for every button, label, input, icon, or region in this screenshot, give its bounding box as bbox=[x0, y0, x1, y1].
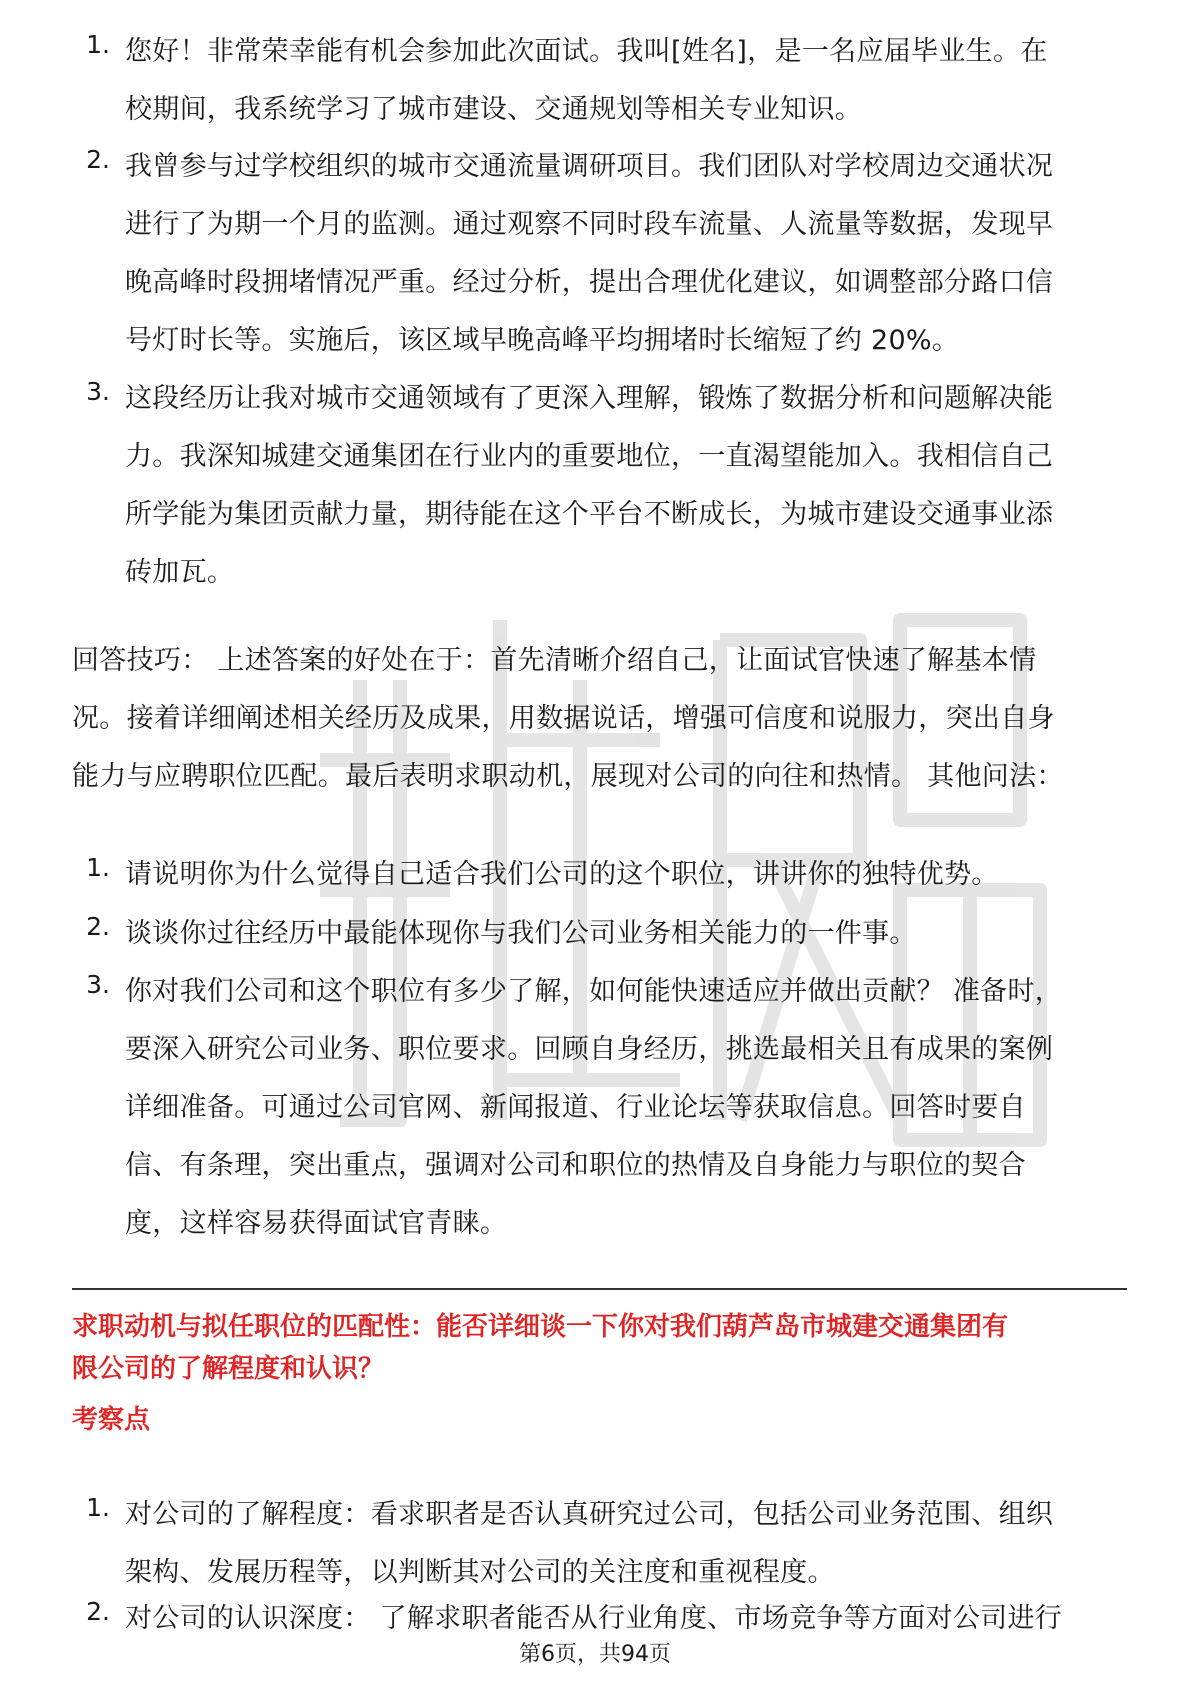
list-number: 2. bbox=[86, 912, 110, 941]
list-item-text bbox=[125, 846, 1120, 904]
list-item-text bbox=[125, 963, 1120, 1253]
list-number: 1. bbox=[86, 853, 110, 882]
list-number: 1. bbox=[86, 1493, 110, 1522]
section-label: 考察点 bbox=[72, 1405, 151, 1435]
list-number: 3. bbox=[86, 377, 110, 406]
text-line: 对公司的认识深度： 了解求职者能否从行业角度、市场竞争等方面对公司进行 bbox=[125, 1603, 1063, 1630]
list-item-text bbox=[125, 905, 1120, 963]
page-footer: 第6页，共94页 bbox=[519, 1642, 671, 1667]
list-item-text bbox=[125, 370, 1120, 602]
text-line: 力。我深知城建交通集团在行业内的重要地位，一直渴望能加入。我相信自己 bbox=[125, 441, 1054, 472]
text-line: 谈谈你过往经历中最能体现你与我们公司业务相关能力的一件事。 bbox=[125, 918, 917, 949]
text-line: 架构、发展历程等，以判断其对公司的关注度和重视程度。 bbox=[125, 1557, 835, 1588]
list-item-text bbox=[125, 23, 1120, 139]
text-line: 砖加瓦。 bbox=[125, 557, 235, 588]
text-line: 进行了为期一个月的监测。通过观察不同时段车流量、人流量等数据，发现早 bbox=[125, 209, 1054, 240]
list-item-text bbox=[125, 138, 1120, 370]
text-line: 回答技巧： 上述答案的好处在于：首先清晰介绍自己，让面试官快速了解基本情 bbox=[72, 645, 1037, 676]
text-line: 我曾参与过学校组织的城市交通流量调研项目。我们团队对学校周边交通状况 bbox=[125, 151, 1054, 182]
list-number: 1. bbox=[86, 30, 110, 59]
list-item-text bbox=[125, 1590, 1120, 1630]
heading-line: 求职动机与拟任职位的匹配性：能否详细谈一下你对我们葫芦岛市城建交通集团有 bbox=[72, 1312, 1009, 1342]
text-line: 这段经历让我对城市交通领域有了更深入理解，锻炼了数据分析和问题解决能 bbox=[125, 383, 1054, 414]
list-number: 3. bbox=[86, 970, 110, 999]
question-heading bbox=[72, 1306, 1132, 1390]
answer-tips-paragraph bbox=[72, 632, 1120, 806]
text-line: 要深入研究公司业务、职位要求。回顾自身经历，挑选最相关且有成果的案例 bbox=[125, 1034, 1054, 1065]
text-line: 所学能为集团贡献力量，期待能在这个平台不断成长，为城市建设交通事业添 bbox=[125, 499, 1054, 530]
text-line: 能力与应聘职位匹配。最后表明求职动机，展现对公司的向往和热情。 其他问法： bbox=[72, 761, 1064, 792]
text-line: 对公司的了解程度：看求职者是否认真研究过公司，包括公司业务范围、组织 bbox=[125, 1499, 1054, 1530]
section-divider bbox=[72, 1288, 1127, 1290]
text-line: 号灯时长等。实施后，该区域早晚高峰平均拥堵时长缩短了约 20%。 bbox=[125, 325, 960, 356]
text-line: 你对我们公司和这个职位有多少了解，如何能快速适应并做出贡献？ 准备时， bbox=[125, 976, 1063, 1007]
text-line: 晚高峰时段拥堵情况严重。经过分析，提出合理优化建议，如调整部分路口信 bbox=[125, 267, 1054, 298]
text-line: 况。接着详细阐述相关经历及成果，用数据说话，增强可信度和说服力，突出自身 bbox=[72, 703, 1055, 734]
text-line: 您好！非常荣幸能有机会参加此次面试。我叫[姓名]，是一名应届毕业生。在 bbox=[125, 36, 1048, 67]
text-line: 信、有条理，突出重点，强调对公司和职位的热情及自身能力与职位的契合 bbox=[125, 1150, 1026, 1181]
text-line: 详细准备。可通过公司官网、新闻报道、行业论坛等获取信息。回答时要自 bbox=[125, 1092, 1026, 1123]
heading-line: 限公司的了解程度和认识？ bbox=[72, 1354, 385, 1384]
list-number: 2. bbox=[86, 145, 110, 174]
text-line: 度，这样容易获得面试官青睐。 bbox=[125, 1208, 508, 1239]
list-number: 2. bbox=[86, 1597, 110, 1626]
text-line: 请说明你为什么觉得自己适合我们公司的这个职位，讲讲你的独特优势。 bbox=[125, 859, 999, 890]
text-line: 校期间，我系统学习了城市建设、交通规划等相关专业知识。 bbox=[125, 94, 863, 125]
list-item-text bbox=[125, 1486, 1120, 1602]
